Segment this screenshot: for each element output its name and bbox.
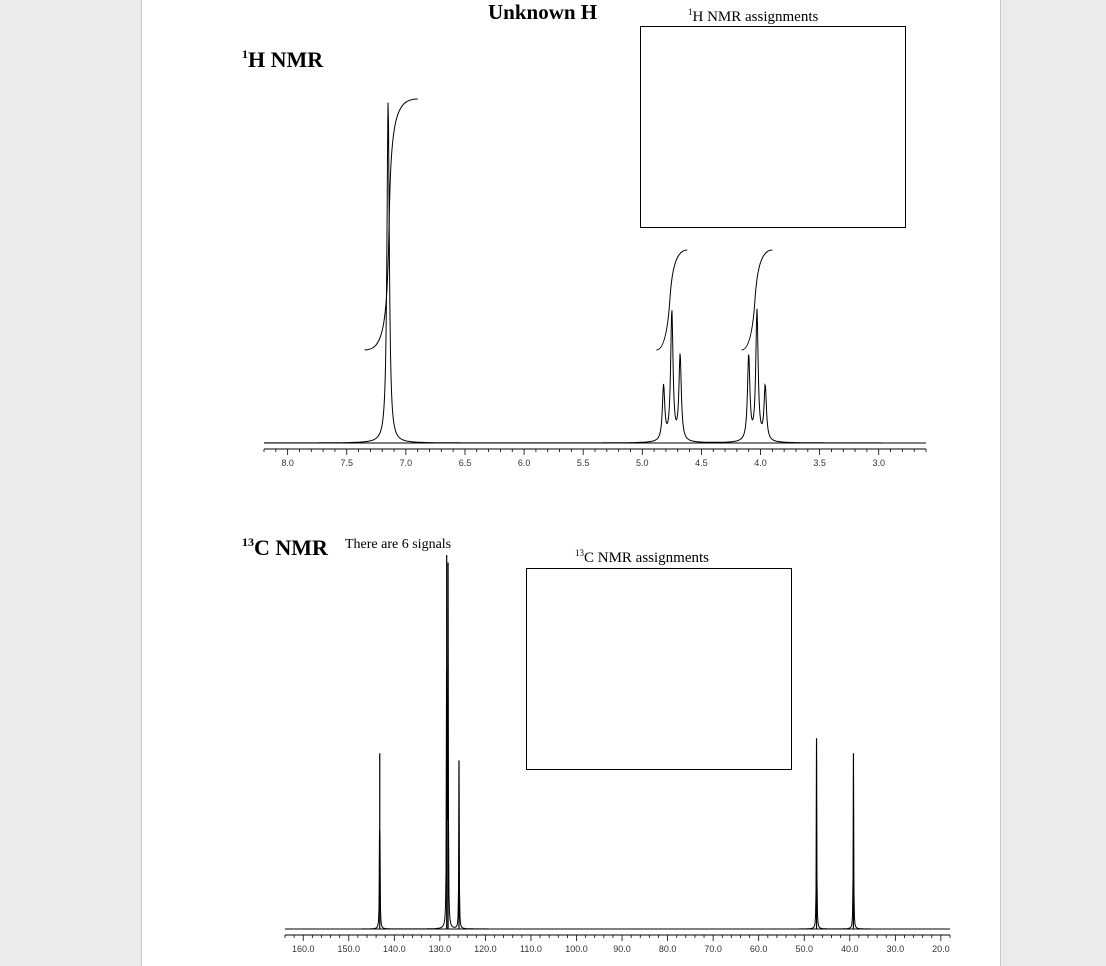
tick-label: 7.0 [399, 458, 413, 468]
tick-label: 150.0 [337, 944, 361, 954]
c-assign-superscript: 13 [575, 548, 584, 558]
c-assign-text: C NMR assignments [584, 550, 710, 566]
tick-label: 160.0 [291, 944, 315, 954]
tick-label: 140.0 [383, 944, 406, 954]
tick-label: 30.0 [886, 944, 905, 954]
tick-label: 100.0 [565, 944, 588, 954]
tick-label: 5.0 [636, 458, 649, 468]
tick-label: 3.0 [872, 458, 885, 468]
tick-label: 20.0 [932, 944, 950, 954]
c-label-superscript: 13 [242, 535, 254, 549]
document-page [141, 0, 1001, 966]
h-assign-superscript: 1 [688, 7, 693, 17]
tick-label: 60.0 [749, 944, 768, 954]
tick-label: 50.0 [795, 944, 814, 954]
tick-label: 6.5 [458, 458, 472, 468]
c-label-text: C NMR [254, 535, 328, 560]
signal-count-note: There are 6 signals [345, 537, 452, 552]
c-nmr-spectrum [142, 0, 1000, 966]
h-label-text: H NMR [248, 47, 324, 72]
h-label-superscript: 1 [242, 47, 248, 61]
tick-label: 5.5 [576, 458, 590, 468]
tick-label: 110.0 [520, 944, 542, 954]
tick-label: 7.5 [340, 458, 354, 468]
tick-label: 8.0 [281, 458, 294, 468]
spectrum-trace [285, 564, 950, 929]
tick-label: 130.0 [428, 944, 452, 954]
tick-label: 40.0 [841, 944, 859, 954]
tick-label: 90.0 [613, 944, 631, 954]
tick-label: 70.0 [704, 944, 722, 954]
tick-label: 4.5 [695, 458, 708, 468]
tick-label: 6.0 [517, 458, 531, 468]
page-title: Unknown H [488, 0, 598, 24]
tick-label: 120.0 [474, 944, 497, 954]
h-assign-text: H NMR assignments [692, 9, 819, 25]
tick-label: 3.5 [813, 458, 826, 468]
tick-label: 4.0 [754, 458, 767, 468]
tick-label: 80.0 [658, 944, 677, 954]
